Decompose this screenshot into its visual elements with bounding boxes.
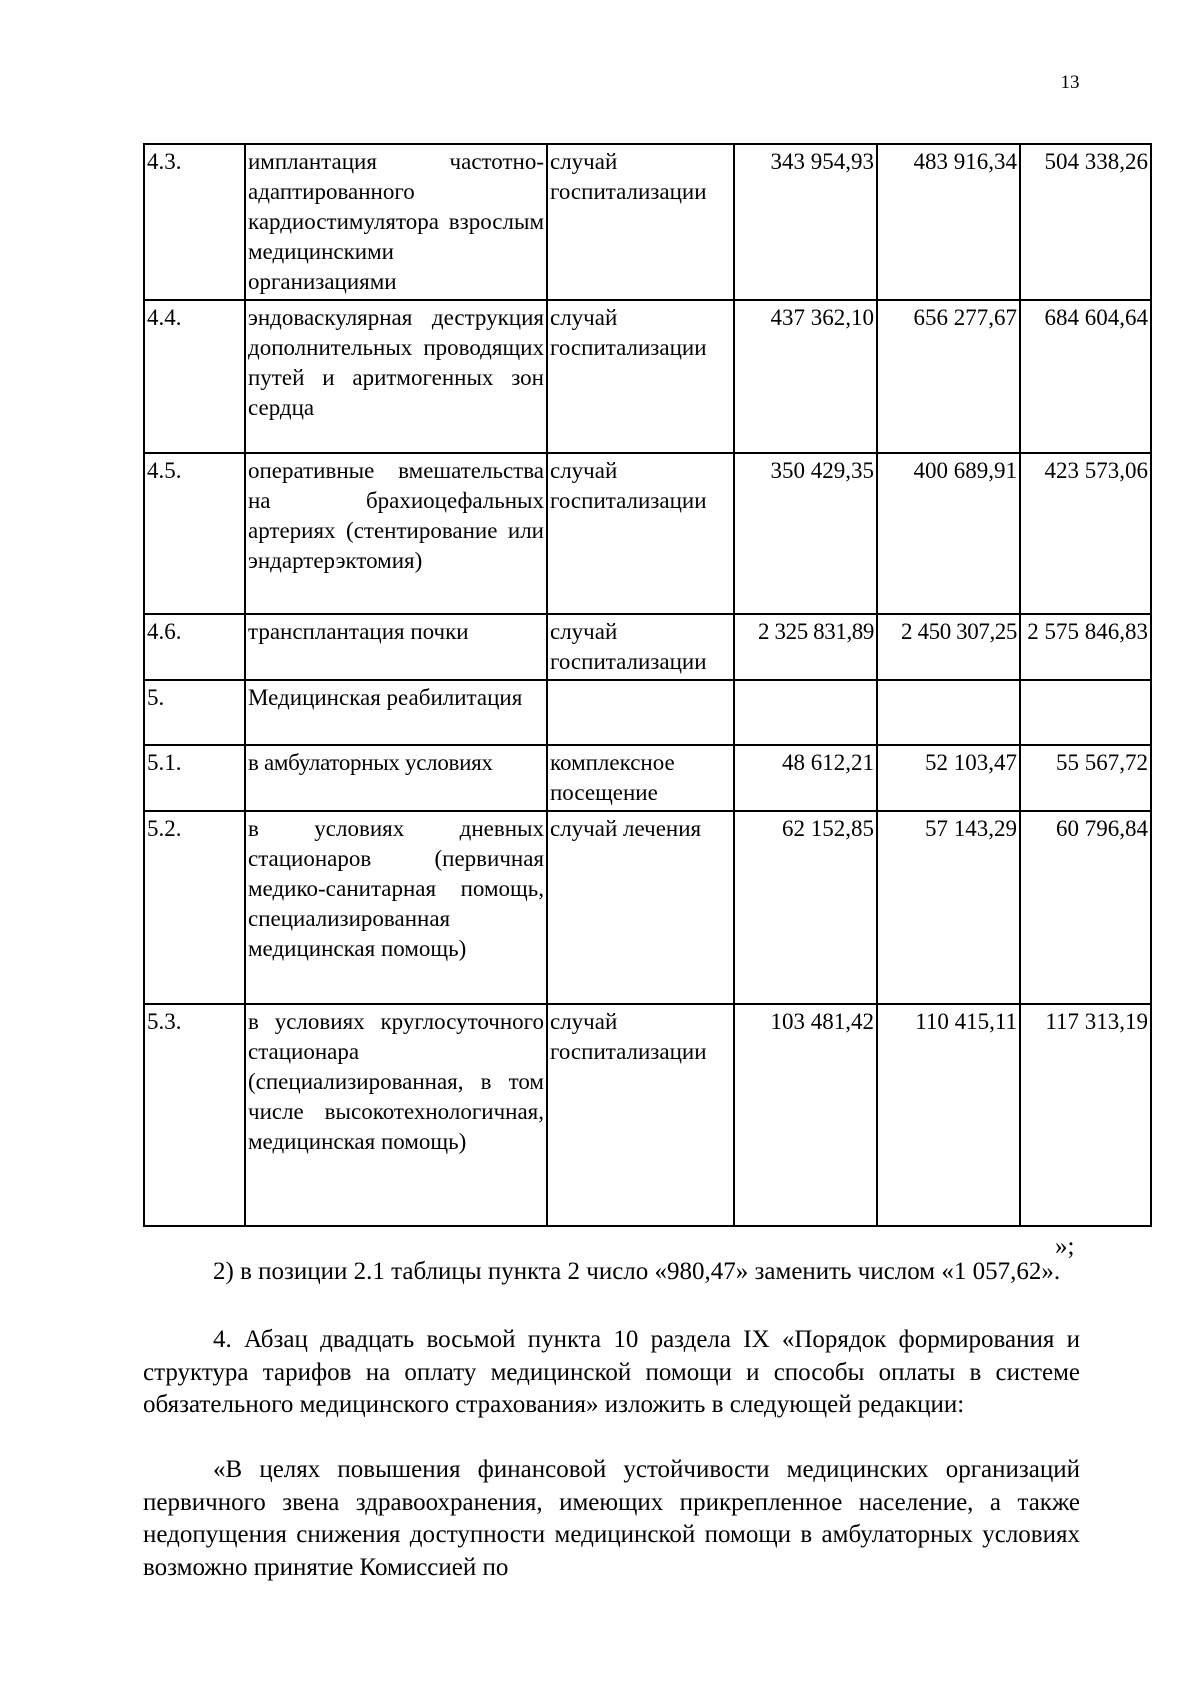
paragraph-new-wording: [143, 1454, 1080, 1584]
row-number: 5.2.: [144, 811, 245, 1004]
page-number: 13: [1060, 72, 1080, 93]
row-value-1: 48 612,21: [734, 745, 877, 811]
paragraph-text: 2) в позиции 2.1 таблицы пункта 2 число «980,47» заменить числом «1 057,62».: [213, 1258, 1061, 1285]
row-value-2: [877, 680, 1020, 745]
row-unit: комплексное посещение: [547, 745, 734, 811]
row-name: оперативные вмешательства на брахиоцефальных артериях (стентирование или эндартерэктомия): [245, 453, 547, 614]
row-name: в условиях дневных стационаров (первичная медико-санитарная помощь, специализированная медицинская помощь): [245, 811, 547, 1004]
row-name: трансплантация почки: [245, 614, 547, 680]
table-row: [144, 300, 1151, 453]
row-value-1: 62 152,85: [734, 811, 877, 1004]
row-value-3: 60 796,84: [1020, 811, 1151, 1004]
row-unit: случай госпитализации: [547, 144, 734, 300]
table-row: [144, 1004, 1151, 1226]
row-unit: случай госпитализации: [547, 614, 734, 680]
row-value-3: 423 573,06: [1020, 453, 1151, 614]
row-value-2: 52 103,47: [877, 745, 1020, 811]
row-number: 4.5.: [144, 453, 245, 614]
row-value-2: 2 450 307,25: [877, 614, 1020, 680]
paragraph-text: «В целях повышения финансовой устойчивости медицинских организаций первичного звена здравоохранения, имеющих прикрепленное население, а также недопущения снижения доступности медицинской помощи в амбулаторных условиях возможно принятие Комиссией по: [143, 1456, 1080, 1581]
table-row: [144, 453, 1151, 614]
row-number: 4.3.: [144, 144, 245, 300]
row-unit: случай госпитализации: [547, 453, 734, 614]
row-unit: случай лечения: [547, 811, 734, 1004]
row-value-3: 504 338,26: [1020, 144, 1151, 300]
row-value-2: 656 277,67: [877, 300, 1020, 453]
row-name: имплантация частотно-адаптированного кардиостимулятора взрослым медицинскими организациями: [245, 144, 547, 300]
row-number: 5.1.: [144, 745, 245, 811]
row-value-3: 684 604,64: [1020, 300, 1151, 453]
row-number: 4.4.: [144, 300, 245, 453]
row-value-2: 110 415,11: [877, 1004, 1020, 1226]
row-value-2: 483 916,34: [877, 144, 1020, 300]
row-value-2: 57 143,29: [877, 811, 1020, 1004]
table-row: [144, 614, 1151, 680]
row-value-1: 2 325 831,89: [734, 614, 877, 680]
row-name: эндоваскулярная деструкция дополнительных проводящих путей и аритмогенных зон сердца: [245, 300, 547, 453]
row-value-3: 55 567,72: [1020, 745, 1151, 811]
row-value-3: 2 575 846,83: [1020, 614, 1151, 680]
table-row: [144, 680, 1151, 745]
row-number: 4.6.: [144, 614, 245, 680]
row-number: 5.3.: [144, 1004, 245, 1226]
row-value-3: [1020, 680, 1151, 745]
row-name: Медицинская реабилитация: [245, 680, 547, 745]
row-value-1: 343 954,93: [734, 144, 877, 300]
row-name: в условиях круглосуточного стационара (специализированная, в том числе высокотехнологичная, медицинская помощь): [245, 1004, 547, 1226]
tariff-table: [143, 143, 1152, 1227]
row-name: в амбулаторных условиях: [245, 745, 547, 811]
row-value-3: 117 313,19: [1020, 1004, 1151, 1226]
row-value-1: 103 481,42: [734, 1004, 877, 1226]
row-value-1: [734, 680, 877, 745]
row-unit: [547, 680, 734, 745]
paragraph-text: 4. Абзац двадцать восьмой пункта 10 раздела IX «Порядок формирования и структура тарифов на оплату медицинской помощи и способы оплаты в системе обязательного медицинского страхования» изложить в следующей редакции:: [143, 1326, 1080, 1418]
table-row: [144, 745, 1151, 811]
table-row: [144, 811, 1151, 1004]
row-number: 5.: [144, 680, 245, 745]
table-row: [144, 144, 1151, 300]
row-unit: случай госпитализации: [547, 300, 734, 453]
paragraph-item-4: [143, 1324, 1080, 1422]
row-value-1: 437 362,10: [734, 300, 877, 453]
row-unit: случай госпитализации: [547, 1004, 734, 1226]
row-value-1: 350 429,35: [734, 453, 877, 614]
row-value-2: 400 689,91: [877, 453, 1020, 614]
paragraph-amendment-2: [143, 1256, 1080, 1289]
closing-quote: »;: [1055, 1233, 1075, 1260]
